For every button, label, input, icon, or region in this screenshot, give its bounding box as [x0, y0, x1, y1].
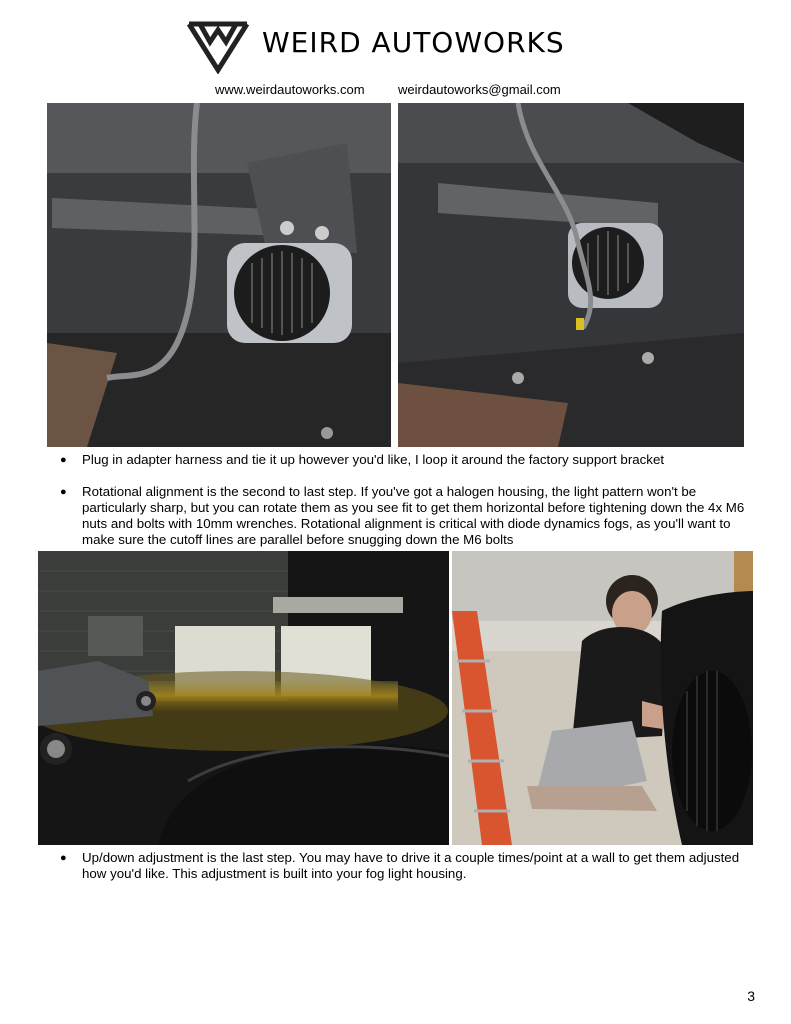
bullet-icon: ●	[60, 486, 67, 498]
bullet-text: Up/down adjustment is the last step. You may have to drive it a couple times/point at a wall to get them adjusted how you'd like. This adjustment is built into your fog light housing.	[82, 850, 740, 881]
photo-harness-looped	[398, 103, 744, 447]
email-link[interactable]: weirdautoworks@gmail.com	[398, 82, 561, 97]
page-number: 3	[747, 988, 755, 1004]
brand-name: WEIRD AUTOWORKS	[262, 26, 565, 59]
weird-autoworks-logo-icon	[186, 20, 250, 74]
bullet-text: Plug in adapter harness and tie it up however you'd like, I loop it around the factory support bracket	[82, 452, 665, 467]
photo-rotational-adjustment	[452, 551, 753, 845]
photo-harness-bracket	[47, 103, 391, 447]
photo-light-pattern	[38, 551, 449, 845]
bullet-icon: ●	[60, 852, 67, 864]
bullet-text: Rotational alignment is the second to last step. If you've got a halogen housing, the light pattern won't be particularly sharp, but you can rotate them as you see fit to get them horizontal before tightening down the 4x M6 nuts and bolts with 10mm wrenches. Rotational alignment is critical with diode dynamics fogs, as you'll want to make sure the cutoff lines are parallel before snugging down the M6 bolts	[82, 484, 745, 547]
bullet-icon: ●	[60, 454, 67, 466]
website-link[interactable]: www.weirdautoworks.com	[215, 82, 365, 97]
